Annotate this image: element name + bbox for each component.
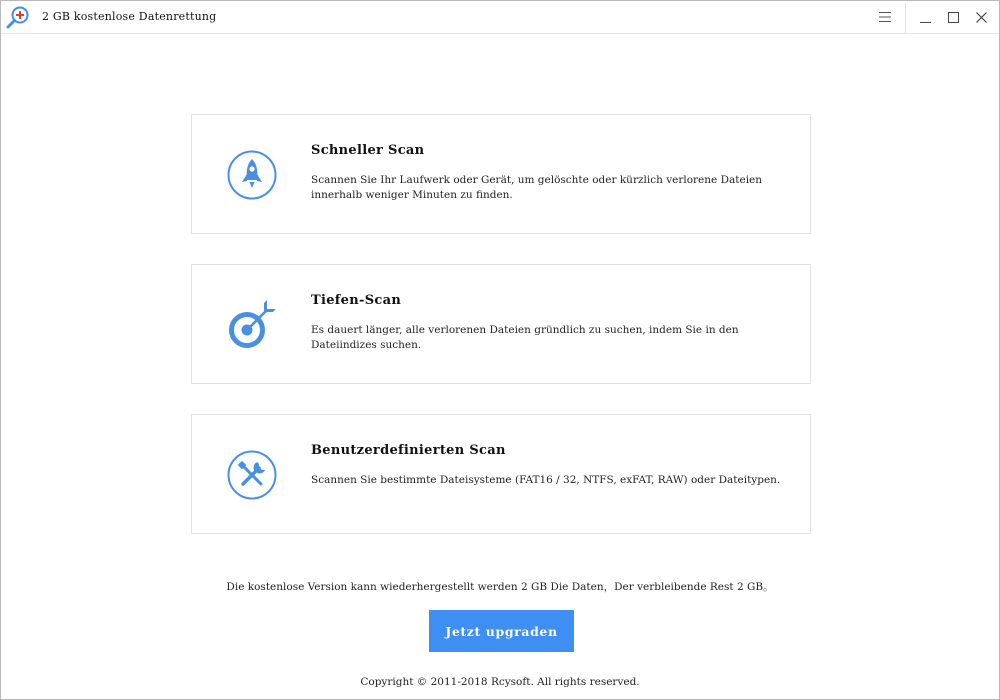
quick-scan-card[interactable] bbox=[191, 114, 811, 234]
custom-scan-title: Benutzerdefinierten Scan bbox=[311, 443, 506, 458]
custom-scan-description: Scannen Sie bestimmte Dateisysteme (FAT16 / 32, NTFS, exFAT, RAW) oder Dateitypen. bbox=[311, 474, 781, 486]
target-arrow-icon bbox=[226, 299, 278, 351]
close-icon bbox=[976, 12, 987, 23]
menu-button[interactable] bbox=[868, 1, 902, 33]
close-button[interactable] bbox=[964, 1, 998, 33]
deep-scan-card[interactable] bbox=[191, 264, 811, 384]
menu-icon bbox=[879, 12, 891, 22]
deep-scan-title: Tiefen-Scan bbox=[311, 293, 402, 308]
rocket-icon bbox=[226, 149, 278, 201]
wrench-screwdriver-icon bbox=[226, 449, 278, 501]
maximize-icon bbox=[948, 12, 959, 23]
quick-scan-title: Schneller Scan bbox=[311, 143, 425, 158]
magnifier-plus-icon bbox=[5, 5, 31, 31]
copyright-text: Copyright © 2011-2018 Rcysoft. All rights reserved. bbox=[360, 676, 640, 688]
custom-scan-card[interactable] bbox=[191, 414, 811, 534]
free-version-info: Die kostenlose Version kann wiederhergestellt werden 2 GB Die Daten，Der verbleibende Rest 2 GB。 bbox=[226, 581, 774, 593]
minimize-icon bbox=[920, 12, 931, 23]
upgrade-button[interactable]: Jetzt upgraden bbox=[429, 610, 574, 652]
quick-scan-description: Scannen Sie Ihr Laufwerk oder Gerät, um gelöschte oder kürzlich verlorene Dateien innerhalb weniger Minuten zu finden. bbox=[311, 174, 763, 201]
deep-scan-description: Es dauert länger, alle verlorenen Dateien gründlich zu suchen, indem Sie in den Dateiindizes suchen. bbox=[311, 324, 739, 351]
title-bar bbox=[1, 1, 999, 34]
window-title: 2 GB kostenlose Datenrettung bbox=[42, 10, 217, 23]
title-bar-separator bbox=[905, 3, 906, 33]
